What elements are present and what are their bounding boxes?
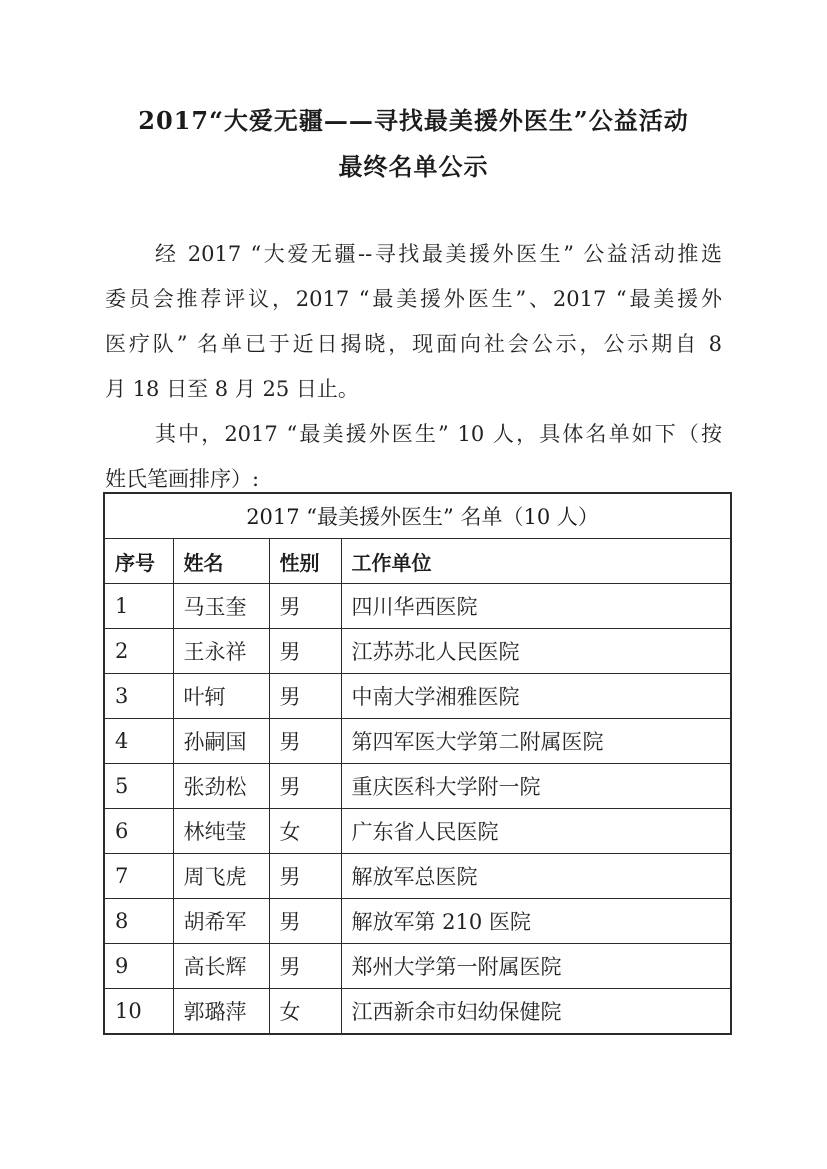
table-cell-gender: 女: [269, 809, 341, 854]
table-cell-gender: 男: [269, 719, 341, 764]
table-cell-workplace: 中南大学湘雅医院: [341, 674, 731, 719]
table-cell-name: 高长辉: [173, 944, 269, 989]
table-cell-name: 王永祥: [173, 629, 269, 674]
table-cell-workplace: 江西新余市妇幼保健院: [341, 989, 731, 1035]
paragraph-1-line-4: 月 18 日至 8 月 25 日止。: [105, 377, 359, 401]
table-cell-workplace: 解放军第 210 医院: [341, 899, 731, 944]
column-header-name: 姓名: [173, 539, 269, 584]
paragraph-2-line-2: 姓氏笔画排序）:: [105, 467, 260, 491]
table-cell-name: 叶轲: [173, 674, 269, 719]
table-cell-gender: 男: [269, 854, 341, 899]
table-row: [104, 584, 731, 629]
column-header-workplace: 工作单位: [341, 539, 731, 584]
table-cell-index: 2: [104, 629, 173, 674]
table-caption-row: [104, 493, 731, 539]
table-cell-workplace: 四川华西医院: [341, 584, 731, 629]
paragraph-2-line-1: 其中，2017 “最美援外医生” 10 人，具体名单如下（按: [155, 422, 722, 446]
table-cell-index: 5: [104, 764, 173, 809]
table-cell-index: 1: [104, 584, 173, 629]
table-row: [104, 809, 731, 854]
table-cell-index: 4: [104, 719, 173, 764]
table-body: [104, 584, 731, 1035]
table-row: [104, 944, 731, 989]
table-cell-index: 7: [104, 854, 173, 899]
table-cell-gender: 男: [269, 584, 341, 629]
table-cell-index: 8: [104, 899, 173, 944]
table-cell-gender: 男: [269, 764, 341, 809]
table-cell-index: 10: [104, 989, 173, 1035]
paragraph-1-line-1: 经 2017 “大爱无疆--寻找最美援外医生” 公益活动推选: [155, 242, 722, 266]
table-row: [104, 854, 731, 899]
announcement-body: [105, 232, 722, 502]
table-caption: 2017 “最美援外医生” 名单（10 人）: [104, 493, 731, 539]
table-cell-workplace: 郑州大学第一附属医院: [341, 944, 731, 989]
table-cell-name: 周飞虎: [173, 854, 269, 899]
table-cell-name: 马玉奎: [173, 584, 269, 629]
paragraph-1-line-3: 医疗队” 名单已于近日揭晓，现面向社会公示，公示期自 8: [105, 332, 722, 356]
table-row: [104, 764, 731, 809]
table-cell-name: 郭璐萍: [173, 989, 269, 1035]
table-cell-name: 孙嗣国: [173, 719, 269, 764]
table-cell-workplace: 重庆医科大学附一院: [341, 764, 731, 809]
table-cell-index: 9: [104, 944, 173, 989]
table-header-row: [104, 539, 731, 584]
table-cell-workplace: 江苏苏北人民医院: [341, 629, 731, 674]
column-header-index: 序号: [104, 539, 173, 584]
table-cell-gender: 男: [269, 944, 341, 989]
table-row: [104, 719, 731, 764]
table-cell-name: 林纯莹: [173, 809, 269, 854]
table-cell-name: 胡希军: [173, 899, 269, 944]
table-row: [104, 629, 731, 674]
table-cell-gender: 女: [269, 989, 341, 1035]
table-row: [104, 674, 731, 719]
column-header-gender: 性别: [269, 539, 341, 584]
table-cell-index: 6: [104, 809, 173, 854]
table-row: [104, 899, 731, 944]
table-cell-gender: 男: [269, 899, 341, 944]
document-title: [0, 98, 827, 190]
table-cell-index: 3: [104, 674, 173, 719]
table-cell-gender: 男: [269, 629, 341, 674]
table-cell-workplace: 第四军医大学第二附属医院: [341, 719, 731, 764]
paragraph-1-line-2: 委员会推荐评议，2017 “最美援外医生”、2017 “最美援外: [105, 287, 722, 311]
table-cell-gender: 男: [269, 674, 341, 719]
table-cell-workplace: 广东省人民医院: [341, 809, 731, 854]
document-title-line-1: 2017“大爱无疆——寻找最美援外医生”公益活动: [138, 106, 689, 135]
table-row: [104, 989, 731, 1035]
doctors-table: [103, 492, 732, 1035]
table-cell-workplace: 解放军总医院: [341, 854, 731, 899]
document-title-line-2: 最终名单公示: [338, 152, 489, 181]
table-cell-name: 张劲松: [173, 764, 269, 809]
